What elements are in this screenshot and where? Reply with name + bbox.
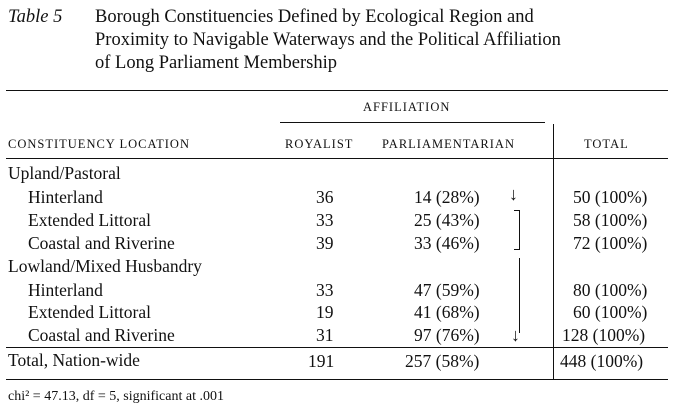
row-parliamentarian: 33 (46%) [414,233,480,253]
group-label-lowland: Lowland/Mixed Husbandry [8,256,202,276]
row-parliamentarian: 25 (43%) [414,210,480,230]
total-row-total: 448 (100%) [560,351,644,371]
table-title-line-1: Borough Constituencies Defined by Ecological Region and [95,7,534,27]
bottom-rule [6,379,668,380]
header-royalist: ROYALIST [285,137,354,151]
bracket-icon [514,210,520,250]
total-row-parliamentarian: 257 (58%) [405,351,480,371]
total-rule [6,347,668,348]
row-parliamentarian: 47 (59%) [414,280,480,300]
header-rule [6,158,668,159]
header-total: TOTAL [584,137,629,151]
total-row-location: Total, Nation-wide [8,350,140,370]
row-parliamentarian: 14 (28%) [414,187,480,207]
row-total: 58 (100%) [573,210,648,230]
down-arrow-icon: ↓ [511,325,520,345]
table-label: Table 5 [8,7,63,27]
down-arrow-icon: ↓ [509,184,518,204]
row-total: 128 (100%) [562,325,646,345]
row-parliamentarian: 97 (76%) [414,325,480,345]
total-row-royalist: 191 [308,351,335,371]
row-location: Extended Littoral [28,210,151,230]
footnote: chi² = 47.13, df = 5, significant at .001 [8,389,224,404]
total-column-divider [553,124,554,380]
top-rule [6,90,668,91]
row-total: 72 (100%) [573,233,648,253]
row-location: Coastal and Riverine [28,325,175,345]
row-location: Hinterland [28,187,103,207]
header-constituency-location: CONSTITUENCY LOCATION [8,137,190,151]
row-royalist: 33 [316,280,334,300]
row-total: 50 (100%) [573,187,648,207]
row-location: Hinterland [28,280,103,300]
row-total: 80 (100%) [573,280,648,300]
row-royalist: 36 [316,187,334,207]
row-location: Extended Littoral [28,302,151,322]
row-location: Coastal and Riverine [28,233,175,253]
trend-line [519,258,520,333]
spanner-rule [280,122,545,123]
row-royalist: 31 [316,325,334,345]
affiliation-spanner: AFFILIATION [363,100,451,114]
row-parliamentarian: 41 (68%) [414,302,480,322]
group-label-upland: Upland/Pastoral [8,163,121,183]
row-royalist: 39 [316,233,334,253]
row-royalist: 19 [316,302,334,322]
table-title-line-3: of Long Parliament Membership [95,53,337,73]
row-royalist: 33 [316,210,334,230]
row-total: 60 (100%) [573,302,648,322]
header-parliamentarian: PARLIAMENTARIAN [382,137,515,151]
table-title-line-2: Proximity to Navigable Waterways and the Political Affiliation [95,30,561,50]
